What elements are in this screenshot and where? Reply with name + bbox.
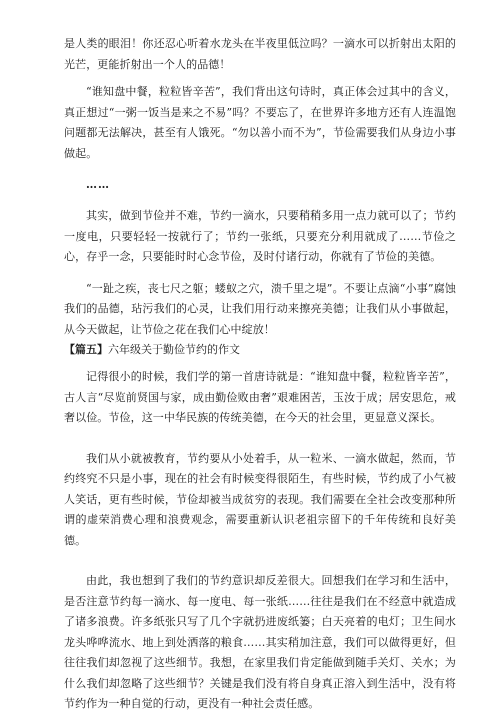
section-title: 六年级关于勤俭节约的作文 — [108, 343, 240, 356]
paragraph-poem-reflection: “谁知盘中餐，粒粒皆辛苦”，我们背出这句诗时，真正体会过其中的含义，真正想过“一粥一饭当是来之不易”吗？不要忘了，在世界许多地方还有人连温饱问题都无法解决，甚至有人饿死。“勿以善小而不为”，节俭需要我们从身边小事做起。 — [64, 85, 456, 160]
paragraph-small-things: “一趾之疾，丧七尺之躯；蝼蚁之穴，溃千里之堤”。不要让点滴“小事”腐蚀我们的品德，玷污我们的心灵，让我们用行动来擦亮美德；让我们从小事做起，从今天做起，让节俭之花在我们心中绽放！ — [64, 281, 456, 336]
paragraph-tang-poem: 记得很小的时候，我们学的第一首唐诗就是：“谁知盘中餐，粒粒皆辛苦”，古人言“尽览前贤国与家，成由勤俭败由奢”艰难困苦，玉汝于成；居安思危，戒奢以俭。节俭，这一中华民族的传统美德，在今天的社会里，更显意义深长。 — [64, 370, 456, 424]
section-tag: 【篇五】 — [64, 343, 108, 356]
paragraph-awareness: 由此，我也想到了我们的节约意识却反差很大。回想我们在学习和生活中，是否注意节约每一滴水、每一度电、每一张纸……往往是我们在不经意中就造成了诸多浪费。许多纸张只写了几个字就扔进废纸篓；白天亮着的电灯；卫生间水龙头哗哗流水、地上到处洒落的粮食……其实稍加注意，我们可以做得更好，但往往我们却忽视了这些细节。我想，在家里我们肯定能做到随手关灯、关水；为什么我们却忽略了这些细节？关键是我们没有将自身真正溶入到生活中，没有将节约作为一种自觉的行动，更没有一种社会责任感。 — [64, 574, 456, 710]
section-heading — [64, 340, 456, 360]
paragraph-education: 我们从小就被教育，节约要从小处着手，从一粒米、一滴水做起，然而，节约终究不只是小事，现在的社会有时候变得很陌生，有些时候，节约成了小气被人笑话，更有些时候，节俭却被当成贫穷的表现。我们需要在全社会改变那种所谓的虚荣消费心理和浪费观念，需要重新认识老祖宗留下的千年传统和良好美德。 — [64, 451, 456, 547]
document-page — [64, 34, 456, 715]
paragraph-easy-saving: 其实，做到节俭并不难，节约一滴水，只要稍稍多用一点力就可以了；节约一度电，只要轻轻一按就行了；节约一张纸，只要充分利用就成了……节俭之心，存乎一念，只要能时时心念节俭，及时付诸行动，你就有了节俭的美德。 — [64, 209, 456, 263]
paragraph-intro-end: 是人类的眼泪！你还忍心听着水龙头在半夜里低泣吗？一滴水可以折射出太阳的光芒，更能折射出一个人的品德！ — [64, 37, 456, 71]
ellipsis-separator: …… — [86, 178, 110, 191]
